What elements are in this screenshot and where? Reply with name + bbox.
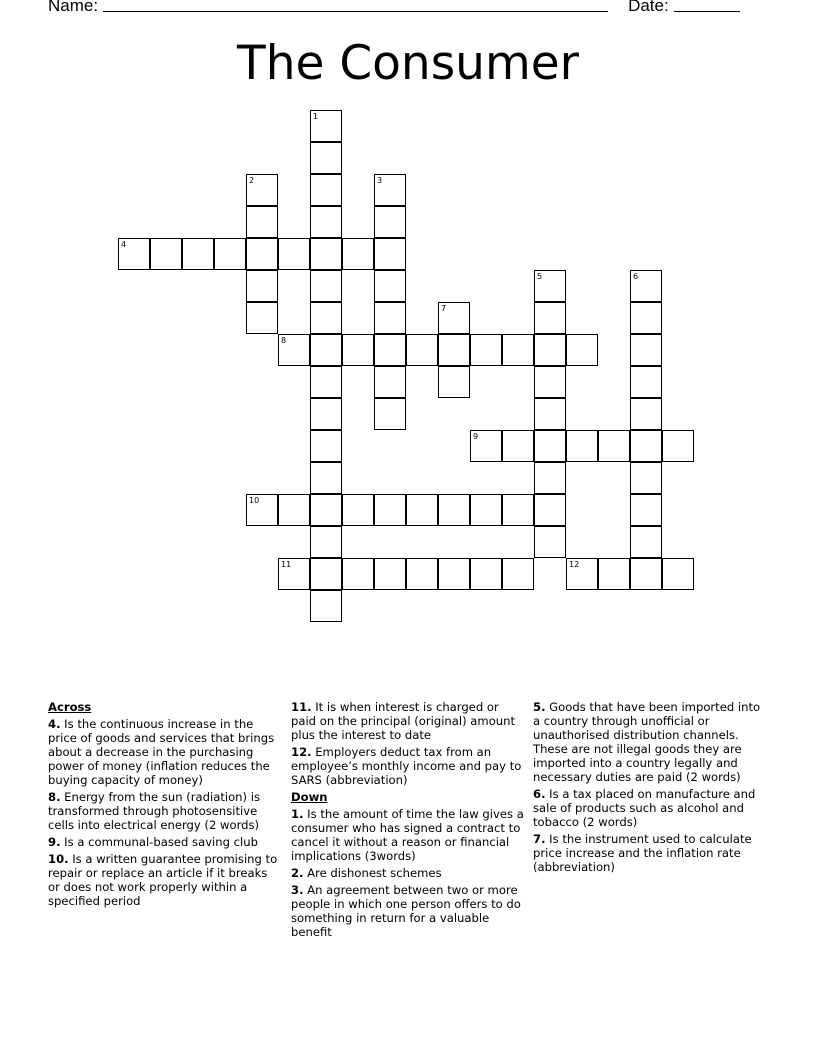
name-field-line[interactable] (103, 0, 608, 12)
clue-text: It is when interest is charged or paid on the principal (original) amount plus the interest to date (291, 700, 516, 742)
grid-cell[interactable] (534, 430, 566, 462)
grid-cell[interactable] (310, 110, 342, 142)
grid-cell[interactable] (342, 334, 374, 366)
grid-cell[interactable] (342, 494, 374, 526)
grid-cell[interactable] (310, 526, 342, 558)
grid-cell[interactable] (630, 494, 662, 526)
grid-cell[interactable] (534, 398, 566, 430)
grid-cell[interactable] (374, 494, 406, 526)
clue-down-6 (533, 787, 768, 829)
clue-down-2 (291, 866, 527, 880)
grid-cell[interactable] (310, 142, 342, 174)
cell-number: 9 (473, 432, 479, 441)
clue-number: 10. (48, 852, 69, 866)
grid-cell[interactable] (566, 334, 598, 366)
grid-cell[interactable] (534, 526, 566, 558)
grid-cell[interactable] (598, 430, 630, 462)
grid-cell[interactable] (438, 334, 470, 366)
cell-number: 7 (441, 304, 447, 313)
grid-cell[interactable] (246, 302, 278, 334)
clue-number: 2. (291, 866, 304, 880)
grid-cell[interactable] (310, 174, 342, 206)
grid-cell[interactable] (342, 558, 374, 590)
grid-cell[interactable] (278, 334, 310, 366)
grid-cell[interactable] (470, 334, 502, 366)
clue-across-12 (291, 745, 527, 787)
cell-number: 6 (633, 272, 639, 281)
puzzle-title: The Consumer (236, 36, 579, 91)
grid-cell[interactable] (502, 494, 534, 526)
grid-cell[interactable] (406, 334, 438, 366)
grid-cell[interactable] (278, 494, 310, 526)
grid-cell[interactable] (310, 558, 342, 590)
grid-cell[interactable] (310, 430, 342, 462)
grid-cell[interactable] (374, 334, 406, 366)
grid-cell[interactable] (534, 494, 566, 526)
grid-cell[interactable] (662, 558, 694, 590)
clue-down-5 (533, 700, 768, 784)
date-label: Date: (628, 0, 669, 15)
grid-cell[interactable] (438, 494, 470, 526)
clue-number: 1. (291, 807, 304, 821)
grid-cell[interactable] (246, 174, 278, 206)
grid-cell[interactable] (246, 206, 278, 238)
cell-number: 11 (281, 560, 292, 569)
grid-cell[interactable] (374, 558, 406, 590)
grid-cell[interactable] (278, 558, 310, 590)
clue-text: Is the continuous increase in the price of goods and services that brings about a decrease in the purchasing power of money (inflation reduces the buying capacity of money) (48, 717, 275, 787)
clue-number: 4. (48, 717, 61, 731)
grid-cell[interactable] (630, 366, 662, 398)
cell-number: 8 (281, 336, 287, 345)
grid-cell[interactable] (534, 334, 566, 366)
clue-number: 7. (533, 832, 546, 846)
grid-cell[interactable] (374, 302, 406, 334)
grid-cell[interactable] (182, 238, 214, 270)
grid-cell[interactable] (310, 302, 342, 334)
grid-cell[interactable] (374, 206, 406, 238)
cell-number: 2 (249, 176, 255, 185)
cell-number: 10 (249, 496, 260, 505)
clue-text: Goods that have been imported into a country through unofficial or unauthorised distribution channels. These are not illegal goods they are imported into a country legally and necessary duties are paid (2 words) (533, 700, 761, 784)
grid-cell[interactable] (630, 558, 662, 590)
grid-cell[interactable] (534, 302, 566, 334)
grid-cell[interactable] (278, 238, 310, 270)
clue-across-10 (48, 852, 280, 908)
grid-cell[interactable] (598, 558, 630, 590)
cell-number: 1 (313, 112, 319, 121)
grid-cell[interactable] (438, 366, 470, 398)
clue-across-8 (48, 790, 280, 832)
date-field-line[interactable] (674, 0, 740, 12)
clues-column-3 (533, 700, 768, 877)
grid-cell[interactable] (630, 462, 662, 494)
cell-number: 5 (537, 272, 543, 281)
grid-cell[interactable] (470, 430, 502, 462)
grid-cell[interactable] (374, 366, 406, 398)
grid-cell[interactable] (214, 238, 246, 270)
grid-cell[interactable] (310, 590, 342, 622)
clue-text: Are dishonest schemes (307, 866, 442, 880)
grid-cell[interactable] (246, 238, 278, 270)
clue-text: Is a tax placed on manufacture and sale of products such as alcohol and tobacco (2 words) (533, 787, 756, 829)
grid-cell[interactable] (310, 494, 342, 526)
grid-cell[interactable] (534, 462, 566, 494)
clue-text: Is a written guarantee promising to repair or replace an article if it breaks or does not work properly within a specified period (48, 852, 278, 908)
grid-cell[interactable] (630, 270, 662, 302)
clues-section (48, 700, 768, 1000)
clue-down-7 (533, 832, 768, 874)
clue-number: 6. (533, 787, 546, 801)
grid-cell[interactable] (310, 238, 342, 270)
grid-cell[interactable] (118, 238, 150, 270)
clue-number: 3. (291, 883, 304, 897)
clue-number: 11. (291, 700, 312, 714)
grid-cell[interactable] (310, 206, 342, 238)
grid-cell[interactable] (566, 558, 598, 590)
grid-cell[interactable] (310, 398, 342, 430)
name-label: Name: (48, 0, 99, 15)
name-date-header (48, 0, 740, 20)
grid-cell[interactable] (374, 398, 406, 430)
clues-column-2 (291, 700, 527, 942)
grid-cell[interactable] (662, 430, 694, 462)
clue-text: Employers deduct tax from an employee’s monthly income and pay to SARS (abbreviation) (291, 745, 522, 787)
clue-number: 12. (291, 745, 312, 759)
clue-text: Is the instrument used to calculate price increase and the inflation rate (abbreviation) (533, 832, 752, 874)
grid-cell[interactable] (470, 558, 502, 590)
grid-cell[interactable] (630, 526, 662, 558)
grid-cell[interactable] (246, 494, 278, 526)
grid-cell[interactable] (470, 494, 502, 526)
grid-cell[interactable] (502, 334, 534, 366)
grid-cell[interactable] (438, 302, 470, 334)
grid-cell[interactable] (374, 174, 406, 206)
clue-down-3 (291, 883, 527, 939)
clue-across-11 (291, 700, 527, 742)
grid-cell[interactable] (534, 270, 566, 302)
clue-number: 9. (48, 835, 61, 849)
grid-cell[interactable] (374, 270, 406, 302)
clue-number: 5. (533, 700, 546, 714)
grid-cell[interactable] (310, 334, 342, 366)
grid-cell[interactable] (406, 558, 438, 590)
grid-cell[interactable] (502, 430, 534, 462)
cell-number: 12 (569, 560, 580, 569)
grid-cell[interactable] (438, 558, 470, 590)
down-heading: Down (291, 790, 328, 804)
grid-cell[interactable] (406, 494, 438, 526)
grid-cell[interactable] (310, 366, 342, 398)
clues-column-1 (48, 700, 280, 911)
grid-cell[interactable] (246, 270, 278, 302)
grid-cell[interactable] (342, 238, 374, 270)
clue-across-9 (48, 835, 280, 849)
clue-text: An agreement between two or more people in which one person offers to do something in return for a valuable benefit (291, 883, 521, 939)
clue-text: Energy from the sun (radiation) is transformed through photosensitive cells into electrical energy (2 words) (48, 790, 261, 832)
grid-cell[interactable] (630, 334, 662, 366)
grid-cell[interactable] (630, 398, 662, 430)
clue-down-1 (291, 807, 527, 863)
grid-cell[interactable] (150, 238, 182, 270)
grid-cell[interactable] (502, 558, 534, 590)
grid-cell[interactable] (374, 238, 406, 270)
clue-number: 8. (48, 790, 61, 804)
across-heading: Across (48, 700, 92, 714)
grid-cell[interactable] (630, 430, 662, 462)
cell-number: 3 (377, 176, 383, 185)
grid-cell[interactable] (630, 302, 662, 334)
grid-cell[interactable] (310, 270, 342, 302)
clue-text: Is a communal-based saving club (64, 835, 258, 849)
clue-across-4 (48, 717, 280, 787)
grid-cell[interactable] (566, 430, 598, 462)
grid-cell[interactable] (534, 366, 566, 398)
cell-number: 4 (121, 240, 127, 249)
grid-cell[interactable] (310, 462, 342, 494)
clue-text: Is the amount of time the law gives a consumer who has signed a contract to cancel it without a reason or financial implications (3words) (291, 807, 524, 863)
